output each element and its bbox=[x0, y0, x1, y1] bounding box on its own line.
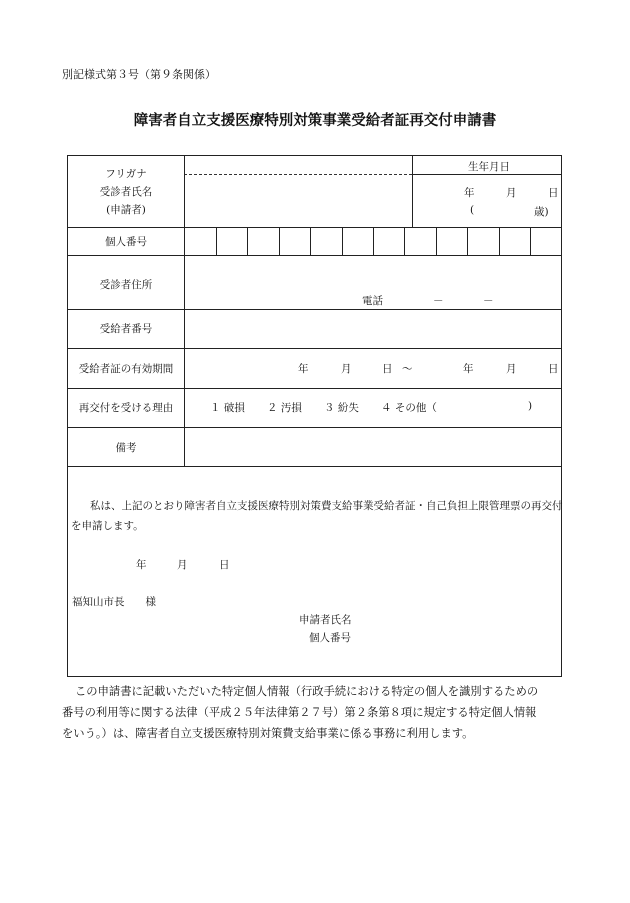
dob-label: 生年月日 bbox=[468, 161, 510, 173]
validity-year-start: 年 bbox=[298, 363, 309, 375]
age-close: 歳) bbox=[534, 206, 549, 218]
validity-tilde: ～ bbox=[402, 363, 413, 375]
row-divider bbox=[68, 388, 561, 389]
form-title: 障害者自立支援医療特別対策事業受給者証再交付申請書 bbox=[133, 113, 497, 129]
digit-box-divider bbox=[342, 227, 343, 255]
address-label: 受診者住所 bbox=[99, 279, 153, 291]
digit-box-divider bbox=[436, 227, 437, 255]
application-form bbox=[67, 155, 562, 677]
declaration-date-year: 年 bbox=[136, 559, 147, 571]
dob-year: 年 bbox=[464, 187, 475, 199]
digit-box-divider bbox=[310, 227, 311, 255]
phone-label: 電話 bbox=[362, 295, 383, 307]
personal-info-notice bbox=[62, 681, 562, 744]
dob-day: 日 bbox=[548, 187, 559, 199]
notice-line-1: この申請書に記載いただいた特定個人情報（行政手続における特定の個人を識別するための bbox=[75, 685, 539, 698]
declaration-date-month: 月 bbox=[177, 559, 188, 571]
reason-close: ) bbox=[528, 400, 533, 412]
dob-header-divider bbox=[412, 174, 561, 175]
row-divider bbox=[68, 309, 561, 310]
personal-number-label: 個人番号 bbox=[105, 236, 147, 248]
row-divider bbox=[68, 348, 561, 349]
reason-label: 再交付を受ける理由 bbox=[78, 402, 174, 414]
dob-month: 月 bbox=[506, 187, 517, 199]
applicant-personal-number-label: 個人番号 bbox=[309, 632, 351, 644]
digit-box-divider bbox=[216, 227, 217, 255]
reason-option-damaged: １ 破損 bbox=[210, 402, 245, 414]
digit-box-divider bbox=[530, 227, 531, 255]
reason-option-soiled: ２ 汚損 bbox=[267, 402, 302, 414]
furigana-label: フリガナ bbox=[105, 168, 147, 180]
row-divider bbox=[68, 227, 561, 228]
validity-day-start: 日 bbox=[382, 363, 393, 375]
declaration-line-2: を申請します。 bbox=[71, 520, 144, 532]
label-column-divider bbox=[184, 156, 185, 466]
validity-month-start: 月 bbox=[341, 363, 352, 375]
row-divider bbox=[68, 255, 561, 256]
form-id: 別記様式第３号（第９条関係） bbox=[62, 68, 216, 81]
addressee: 福知山市長 様 bbox=[72, 596, 156, 608]
digit-box-divider bbox=[404, 227, 405, 255]
digit-box-divider bbox=[467, 227, 468, 255]
remarks-label: 備考 bbox=[115, 442, 137, 454]
declaration-date-day: 日 bbox=[219, 559, 230, 571]
applicant-label: (申請者) bbox=[106, 204, 146, 216]
reason-option-other: ４ その他（ bbox=[381, 402, 437, 414]
reason-option-lost: ３ 紛失 bbox=[324, 402, 359, 414]
phone-dash: － bbox=[433, 295, 444, 307]
validity-month-end: 月 bbox=[506, 363, 517, 375]
recipient-number-label: 受給者番号 bbox=[99, 323, 153, 335]
applicant-name-label: 申請者氏名 bbox=[299, 614, 352, 626]
validity-year-end: 年 bbox=[463, 363, 474, 375]
notice-line-2: 番号の利用等に関する法律（平成２５年法律第２７号）第２条第８項に規定する特定個人情報 bbox=[62, 706, 537, 719]
dob-column-divider bbox=[412, 156, 413, 227]
digit-box-divider bbox=[247, 227, 248, 255]
validity-label: 受給者証の有効期間 bbox=[78, 363, 174, 375]
age-open: ( bbox=[470, 204, 475, 216]
row-divider bbox=[68, 466, 561, 467]
furigana-divider bbox=[184, 174, 412, 175]
patient-name-label: 受診者氏名 bbox=[99, 186, 153, 198]
digit-box-divider bbox=[279, 227, 280, 255]
phone-dash: － bbox=[483, 295, 494, 307]
row-divider bbox=[68, 427, 561, 428]
notice-line-3: をいう。）は、障害者自立支援医療特別対策費支給事業に係る事務に利用します。 bbox=[62, 727, 474, 740]
declaration-line-1: 私は、上記のとおり障害者自立支援医療特別対策費支給事業受給者証・自己負担上限管理票の再交付 bbox=[90, 500, 563, 512]
digit-box-divider bbox=[373, 227, 374, 255]
validity-day-end: 日 bbox=[548, 363, 559, 375]
digit-box-divider bbox=[499, 227, 500, 255]
